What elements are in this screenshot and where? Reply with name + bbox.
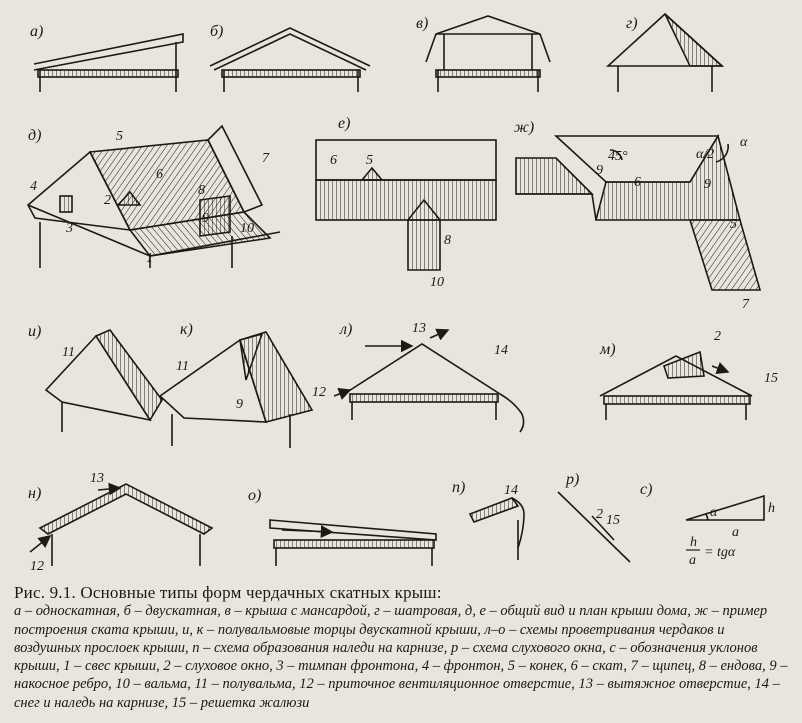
panel-label-n: н): [28, 485, 42, 502]
panel-label-e: е): [338, 115, 351, 132]
callout-zh-7: 7: [742, 297, 749, 312]
callout-n-12: 12: [30, 559, 44, 574]
caption-body: а – односкатная, б – двускатная, в – крыша с мансардой, г – шатровая, д, е – общий вид и план крыши дома, ж – пример построения ската крыши, и, к – полувальмовые торцы двускатной крыши, л–о – схемы проветривания чердаков и воздушных прослоек крыши, п – схема образования наледи на карнизе, р – схема слухового окна, с – обозначения уклонов крыши, 1 – свес крыши, 2 – слуховое окно, 3 – тимпан фронтона, 4 – фронтон, 5 – конек, 6 – скат, 7 – щипец, 8 – ендова, 9 – накосное ребро, 10 – вальма, 11 – полувальма, 12 – приточное вентиляционное отверстие, 13 – вытяжное отверстие, 14 – снег и наледь на карнизе, 15 – решетка жалюзи: [14, 603, 788, 711]
panel-label-r: р): [566, 471, 580, 488]
panel-label-v: в): [416, 15, 429, 32]
callout-d-9: 9: [202, 211, 209, 226]
callout-d-6: 6: [156, 167, 163, 182]
panel-l-ventilation: [312, 321, 524, 432]
panel-label-a: а): [30, 23, 44, 40]
panel-o-flat-vent: [248, 487, 436, 566]
panel-k-half-hip: [160, 321, 312, 448]
panel-e-roof-plan: [316, 115, 496, 290]
panel-label-i: и): [28, 323, 42, 340]
panel-m-dormer-vent: [599, 329, 778, 420]
callout-e-8: 8: [444, 233, 451, 248]
panel-v-mansard-roof: [416, 15, 550, 92]
panel-label-s: с): [640, 481, 653, 498]
callout-r-2: 2: [596, 507, 603, 522]
callout-l-13: 13: [412, 321, 426, 336]
callout-d-7: 7: [262, 151, 269, 166]
callout-r-15: 15: [606, 513, 620, 528]
callout-p-14: 14: [504, 483, 518, 498]
callout-d-3: 3: [66, 221, 73, 236]
callout-e-10: 10: [430, 275, 444, 290]
callout-d-8: 8: [198, 183, 205, 198]
callout-n-13: 13: [90, 471, 104, 486]
panel-label-p: п): [452, 479, 466, 496]
figure-caption: [14, 584, 794, 712]
callout-k-9: 9: [236, 397, 243, 412]
panel-r-dormer: [558, 471, 630, 562]
panel-label-k: к): [180, 321, 193, 338]
panel-d-house-view: [28, 126, 280, 268]
panel-label-g: г): [626, 15, 638, 32]
panel-label-l: л): [340, 321, 353, 338]
callout-e-5: 5: [366, 153, 373, 168]
panel-zh-slope-construction: [514, 119, 760, 312]
panel-label-d: д): [28, 127, 42, 144]
panel-label-o: о): [248, 487, 262, 504]
callout-l-12: 12: [312, 385, 326, 400]
callout-zh-45deg: 45°: [608, 149, 628, 164]
callout-d-4: 4: [30, 179, 37, 194]
panel-p-eave-ice: [452, 479, 524, 560]
panel-label-zh: ж): [514, 119, 535, 136]
panel-i-half-hip: [28, 323, 162, 432]
panel-s-slope-notation: [640, 481, 775, 568]
callout-k-11: 11: [176, 359, 189, 374]
callout-d-5: 5: [116, 129, 123, 144]
caption-title: Рис. 9.1. Основные типы форм чердачных скатных крыш:: [14, 583, 442, 602]
callout-m-15: 15: [764, 371, 778, 386]
callout-s-alpha: α: [710, 505, 718, 520]
formula-numerator: h: [690, 535, 697, 550]
callout-i-11: 11: [62, 345, 75, 360]
panel-a-shed-roof: [30, 23, 183, 92]
callout-s-a: a: [732, 525, 739, 540]
callout-s-h: h: [768, 501, 775, 516]
callout-zh-6: 6: [634, 175, 641, 190]
panel-g-tent-roof: [608, 14, 722, 92]
callout-d-10: 10: [240, 221, 254, 236]
callout-zh-9b: 9: [704, 177, 711, 192]
callout-zh-alpha-half: α/2: [696, 147, 715, 162]
panel-b-gable-roof: [210, 23, 370, 92]
panel-label-b: б): [210, 23, 224, 40]
callout-zh-alpha: α: [740, 135, 748, 150]
slope-formula: [686, 535, 736, 568]
formula-denominator: a: [689, 553, 696, 568]
formula-rhs: = tgα: [704, 545, 736, 560]
callout-e-6: 6: [330, 153, 337, 168]
callout-zh-5: 5: [730, 217, 737, 232]
callout-d-2: 2: [104, 193, 111, 208]
panel-label-m: м): [600, 341, 616, 358]
callout-l-14: 14: [494, 343, 508, 358]
callout-m-2: 2: [714, 329, 721, 344]
callout-zh-9a: 9: [596, 163, 603, 178]
callout-d-1: 1: [146, 251, 153, 266]
panel-n-air-gap: [28, 471, 212, 574]
